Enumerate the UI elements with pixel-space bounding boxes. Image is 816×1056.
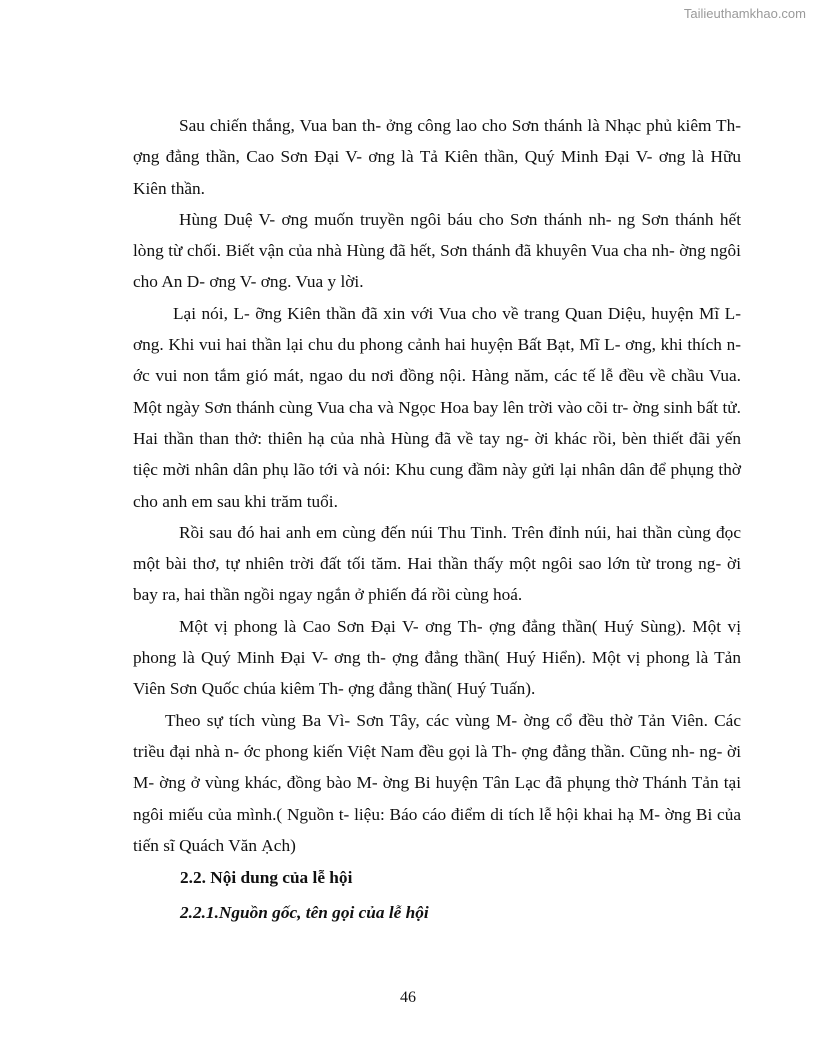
paragraph-throne-offer: Hùng Duệ V- ơng muốn truyền ngôi báu cho Sơn thánh nh- ng Sơn thánh hết lòng từ chối. Biết vận của nhà Hùng đã hết, Sơn thánh đã khuyên Vua cha nh- ờng ngôi cho An D- ơng V- ơng. Vua y lời. (133, 209, 741, 292)
paragraph-worship-tradition: Theo sự tích vùng Ba Vì- Sơn Tây, các vùng M- ờng cổ đều thờ Tản Viên. Các triều đại nhà n- ớc phong kiến Việt Nam đều gọi là Th- ợng đẳng thần. Cũng nh- ng- ời M- ờng ở vùng khác, đồng bào M- ờng Bi huyện Tân Lạc đã phụng thờ Thánh Tản tại ngôi miếu của mình.( Nguồn t- liệu: Báo cáo điểm di tích lễ hội khai hạ M- ờng Bi của tiến sĩ Quách Văn Ạch) (133, 710, 741, 855)
document-body (133, 110, 741, 929)
section-heading: 2.2. Nội dung của lễ hội (180, 868, 353, 888)
page-number: 46 (400, 989, 416, 1006)
subsection-heading: 2.2.1.Nguồn gốc, tên gọi của lễ hội (180, 903, 429, 923)
paragraph-two-gods-travel: Lại nói, L- ỡng Kiên thần đã xin với Vua cho về trang Quan Diệu, huyện Mĩ L- ơng. Khi vui hai thần lại chu du phong cảnh hai huyện Bất Bạt, Mĩ L- ơng, khi thích n- ớc vui non tắm gió mát, ngao du nơi đồng nội. Hàng năm, các tế lễ đều về chầu Vua. Một ngày Sơn thánh cùng Vua cha và Ngọc Hoa bay lên trời vào cõi tr- ờng sinh bất tử. Hai thần than thở: thiên hạ của nhà Hùng đã về tay ng- ời khác rồi, bèn thiết đãi yến tiệc mời nhân dân phụ lão tới và nói: Khu cung đầm này gửi lại nhân dân để phụng thờ cho anh em sau khi trăm tuổi. (133, 303, 741, 511)
watermark: Tailieuthamkhao.com (683, 6, 806, 21)
paragraph-thu-tinh-mountain: Rồi sau đó hai anh em cùng đến núi Thu Tinh. Trên đỉnh núi, hai thần cùng đọc một bài thơ, tự nhiên trời đất tối tăm. Hai thần thấy một ngôi sao lớn từ trong ng- ời bay ra, hai thần ngồi ngay ngắn ở phiến đá rồi cùng hoá. (133, 522, 741, 605)
paragraph-titles: Một vị phong là Cao Sơn Đại V- ơng Th- ợng đẳng thần( Huý Sùng). Một vị phong là Quý Minh Đại V- ơng th- ợng đẳng thần( Huý Hiển). Một vị phong là Tản Viên Sơn Quốc chúa kiêm Th- ợng đẳng thần( Huý Tuấn). (133, 616, 741, 699)
paragraph-victory-rewards: Sau chiến thắng, Vua ban th- ởng công lao cho Sơn thánh là Nhạc phủ kiêm Th- ợng đẳng thần, Cao Sơn Đại V- ơng là Tả Kiên thần, Quý Minh Đại V- ơng là Hữu Kiên thần. (133, 116, 741, 198)
